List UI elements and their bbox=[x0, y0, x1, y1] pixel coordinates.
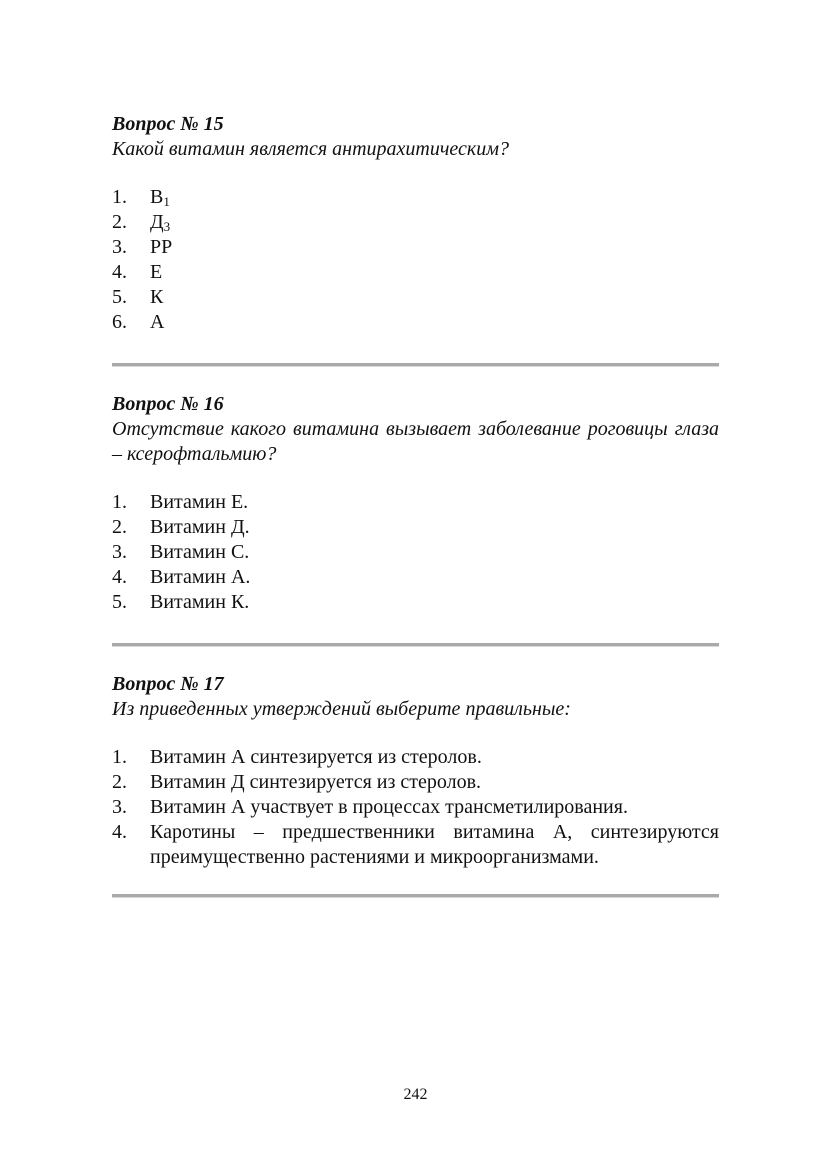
answer-number: 4. bbox=[112, 821, 127, 843]
answer-text bbox=[150, 210, 719, 235]
answer-text: Витамин С. bbox=[150, 541, 250, 563]
question-text: Из приведенных утверждений выберите правильные: bbox=[112, 698, 571, 720]
answer-number: 3. bbox=[112, 796, 127, 818]
answer-text bbox=[150, 185, 719, 210]
answer-number: 1. bbox=[112, 186, 127, 208]
answer-text: Витамин Д синтезируется из стеролов. bbox=[150, 771, 482, 793]
answer-text: Витамин А участвует в процессах трансметилирования. bbox=[150, 796, 628, 818]
answer-list bbox=[112, 185, 719, 335]
answer-number: 2. bbox=[112, 516, 127, 538]
answer-item bbox=[112, 565, 719, 590]
answer-list bbox=[112, 745, 719, 870]
answer-number: 3. bbox=[112, 541, 127, 563]
answer-letter: В bbox=[150, 186, 164, 208]
question-text: Отсутствие какого витамина вызывает заболевание роговицы глаза – ксерофтальмию? bbox=[112, 418, 719, 465]
answer-text: Витамин К. bbox=[150, 591, 250, 613]
answer-item bbox=[112, 540, 719, 565]
answer-number: 3. bbox=[112, 236, 127, 258]
answer-text: Е bbox=[150, 261, 163, 283]
answer-item bbox=[112, 260, 719, 285]
answer-text: К bbox=[150, 286, 164, 308]
question-15 bbox=[112, 112, 719, 367]
answer-item bbox=[112, 795, 719, 820]
answer-text: Витамин Д. bbox=[150, 516, 250, 538]
question-title: Вопрос № 16 bbox=[112, 393, 224, 415]
answer-item bbox=[112, 820, 719, 870]
answer-subscript: 3 bbox=[163, 219, 171, 234]
answer-list bbox=[112, 490, 719, 615]
answer-item bbox=[112, 515, 719, 540]
section-divider bbox=[112, 643, 719, 647]
answer-text: РР bbox=[150, 236, 173, 258]
answer-number: 1. bbox=[112, 491, 127, 513]
answer-number: 2. bbox=[112, 771, 127, 793]
answer-subscript: 1 bbox=[163, 194, 170, 209]
answer-number: 2. bbox=[112, 211, 127, 233]
page-number: 242 bbox=[403, 1086, 428, 1103]
question-title: Вопрос № 17 bbox=[112, 673, 224, 695]
answer-item bbox=[112, 310, 719, 335]
page-content bbox=[112, 112, 719, 923]
question-16 bbox=[112, 392, 719, 647]
answer-letter: Д bbox=[150, 211, 164, 233]
answer-item bbox=[112, 185, 719, 210]
answer-text: Витамин А синтезируется из стеролов. bbox=[150, 746, 482, 768]
section-divider bbox=[112, 363, 719, 367]
answer-number: 6. bbox=[112, 311, 127, 333]
answer-item bbox=[112, 490, 719, 515]
answer-item bbox=[112, 210, 719, 235]
answer-text: Витамин А. bbox=[150, 566, 251, 588]
answer-number: 1. bbox=[112, 746, 127, 768]
answer-item bbox=[112, 770, 719, 795]
answer-number: 4. bbox=[112, 261, 127, 283]
answer-number: 5. bbox=[112, 286, 127, 308]
answer-text: Каротины – предшественники витамина А, синтезируются преимущественно растениями и микроорганизмами. bbox=[150, 821, 719, 868]
answer-item bbox=[112, 235, 719, 260]
question-text: Какой витамин является антирахитическим? bbox=[112, 138, 509, 160]
question-17 bbox=[112, 672, 719, 898]
answer-text: Витамин Е. bbox=[150, 491, 249, 513]
answer-text: А bbox=[150, 311, 165, 333]
question-title: Вопрос № 15 bbox=[112, 113, 224, 135]
section-divider bbox=[112, 894, 719, 898]
answer-item bbox=[112, 590, 719, 615]
answer-item bbox=[112, 285, 719, 310]
answer-number: 4. bbox=[112, 566, 127, 588]
answer-item bbox=[112, 745, 719, 770]
answer-number: 5. bbox=[112, 591, 127, 613]
